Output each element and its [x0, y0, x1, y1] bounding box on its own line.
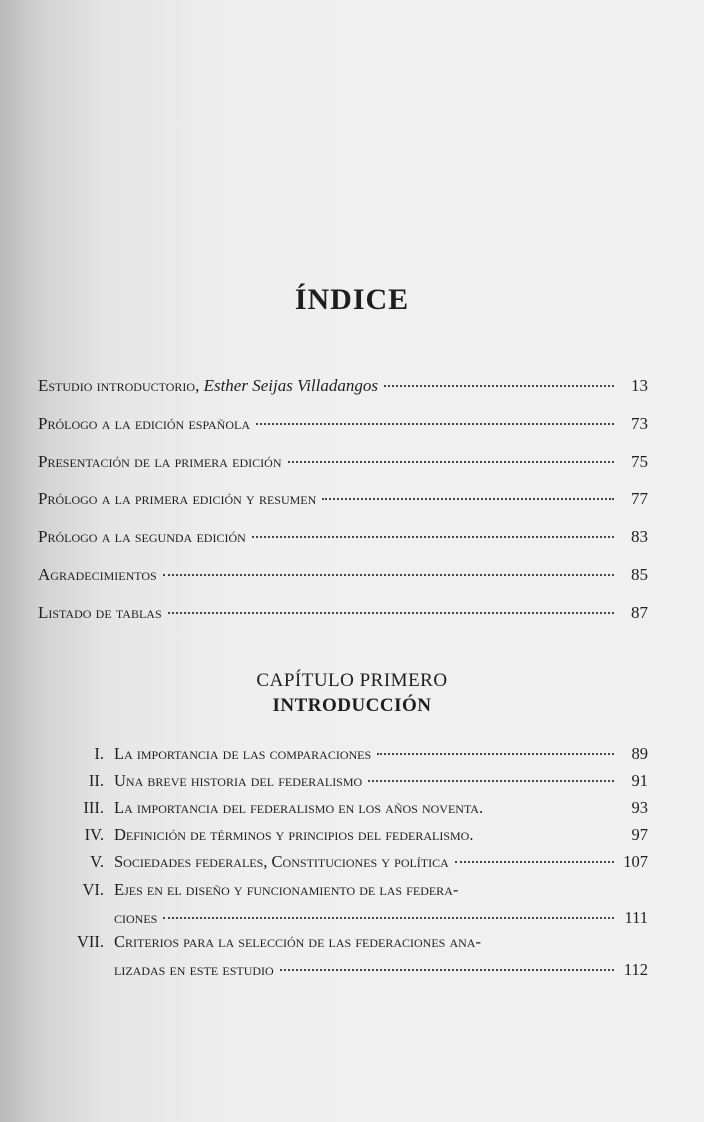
section-text: La importancia del federalismo en los años noventa. [114, 798, 484, 817]
leader-dots [288, 461, 615, 463]
leader-dots [280, 969, 614, 971]
leader-dots [322, 498, 614, 500]
toc-entry-page: 13 [631, 376, 648, 395]
leader-dots [384, 385, 614, 387]
leader-dots [455, 861, 614, 863]
leader-dots [163, 917, 614, 919]
section-text: Definición de términos y principios del federalismo. [114, 825, 474, 844]
toc-entry-label: Prólogo a la segunda edición [38, 527, 246, 546]
section-page: 107 [623, 852, 648, 871]
toc-entry [38, 452, 648, 476]
section-text: Ejes en el diseño y funcionamiento de las federa- [114, 880, 459, 899]
chapter-kicker: CAPÍTULO PRIMERO [256, 670, 448, 691]
section-page: 89 [631, 744, 648, 763]
section-number: I. [94, 744, 104, 763]
toc-entry-page: 83 [631, 527, 648, 546]
section-text: Criterios para la selección de las federaciones ana- [114, 932, 481, 951]
toc-entry-page: 85 [631, 565, 648, 584]
section-text-continued: lizadas en este estudio [114, 960, 274, 979]
toc-entry-label: Agradecimientos [38, 565, 157, 584]
section-page: 97 [631, 825, 648, 844]
section-page: 111 [624, 908, 648, 927]
leader-dots [252, 536, 614, 538]
section-number: II. [88, 771, 104, 790]
section-page: 93 [631, 798, 648, 817]
leader-dots [377, 753, 614, 755]
section-text: La importancia de las comparaciones [114, 744, 372, 763]
section-number: IV. [84, 825, 104, 844]
section-page: 91 [631, 771, 648, 790]
toc-entry [38, 414, 648, 438]
toc-entry [38, 527, 648, 551]
page-title: ÍNDICE [294, 283, 410, 316]
toc-entry [38, 603, 648, 627]
toc-entry-page: 87 [631, 603, 648, 622]
toc-entry-label: Prólogo a la primera edición y resumen [38, 489, 317, 508]
toc-entry-label: Presentación de la primera edición [38, 452, 282, 471]
leader-dots [368, 780, 614, 782]
toc-entry [38, 376, 648, 400]
section-number: III. [83, 798, 104, 817]
toc-entry [38, 489, 648, 513]
leader-dots [168, 612, 614, 614]
toc-entry-label: Estudio introductorio, [38, 376, 200, 395]
section-number: VII. [76, 932, 104, 951]
toc-entry-label: Prólogo a la edición española [38, 414, 251, 433]
section-text: Una breve historia del federalismo [114, 771, 363, 790]
section-text: Sociedades federales, Constituciones y política [114, 852, 449, 871]
toc-entry-label: Listado de tablas [38, 603, 162, 622]
toc-entry-author: Esther Seijas Villadangos [203, 376, 378, 395]
toc-entry-page: 77 [631, 489, 648, 508]
section-page: 112 [623, 960, 648, 979]
section-number: V. [90, 852, 104, 871]
section-number: VI. [82, 880, 104, 899]
leader-dots [256, 423, 614, 425]
toc-entry-page: 75 [631, 452, 648, 471]
section-text-continued: ciones [114, 908, 158, 927]
toc-entry-page: 73 [631, 414, 648, 433]
leader-dots [163, 574, 614, 576]
chapter-title: INTRODUCCIÓN [272, 695, 432, 716]
toc-entry [38, 565, 648, 589]
